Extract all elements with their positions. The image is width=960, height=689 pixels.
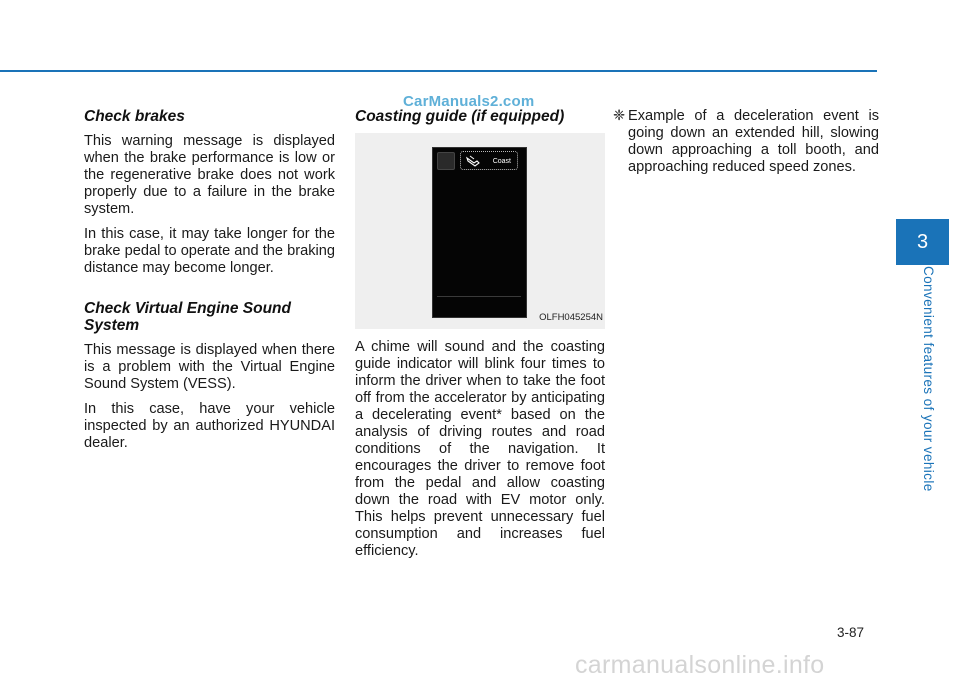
paragraph-vess-2: In this case, have your vehicle inspected by an authorized HYUNDAI dealer. bbox=[84, 401, 335, 451]
figure-code: OLFH045254N bbox=[539, 312, 603, 323]
column-left bbox=[84, 108, 335, 460]
coast-label: Coast bbox=[492, 158, 511, 165]
heading-coasting-guide: Coasting guide (if equipped) bbox=[355, 108, 565, 125]
top-rule bbox=[0, 70, 877, 72]
chapter-title: Convenient features of your vehicle bbox=[921, 266, 936, 492]
heading-check-vess: Check Virtual Engine Sound System bbox=[84, 300, 291, 334]
paragraph-check-brakes-2: In this case, it may take longer for the brake pedal to operate and the braking distance may become longer. bbox=[84, 226, 335, 276]
paragraph-vess-1: This message is displayed when there is a problem with the Virtual Engine Sound System (VESS). bbox=[84, 342, 335, 392]
column-middle bbox=[355, 108, 605, 568]
screen-divider bbox=[437, 296, 521, 297]
foot-pedal-icon bbox=[465, 155, 481, 168]
screen-square-indicator bbox=[437, 152, 455, 170]
watermark-carmanualsonline[interactable]: carmanualsonline.info bbox=[575, 651, 825, 679]
paragraph-coasting-guide: A chime will sound and the coasting guide indicator will blink four times to inform the driver when to take the foot off from the accelerator by anticipating a decelerating event* based on the analysis of driving routes and road conditions of the navigation. It encourages the driver to remove foot from the pedal and allow coasting down the road with EV motor only. This helps prevent unnecessary fuel consumption and increases fuel efficiency. bbox=[355, 339, 605, 559]
coast-indicator bbox=[460, 151, 518, 170]
coasting-guide-figure bbox=[355, 133, 605, 329]
paragraph-check-brakes-1: This warning message is displayed when the brake performance is low or the regenerative brake does not work properly due to a failure in the brake system. bbox=[84, 133, 335, 217]
heading-check-brakes: Check brakes bbox=[84, 108, 185, 125]
page-number: 3-87 bbox=[837, 625, 865, 640]
chapter-tab: 3 bbox=[896, 219, 949, 265]
watermark-carmanuals2[interactable]: CarManuals2.com bbox=[403, 93, 535, 110]
cluster-screen bbox=[432, 147, 527, 318]
column-right bbox=[613, 108, 879, 184]
footnote-mark: ❈ bbox=[613, 108, 626, 124]
footnote-text: Example of a deceleration event is going down an extended hill, slowing down approaching a toll booth, and approaching reduced speed zones. bbox=[628, 108, 879, 175]
footnote bbox=[613, 108, 879, 176]
